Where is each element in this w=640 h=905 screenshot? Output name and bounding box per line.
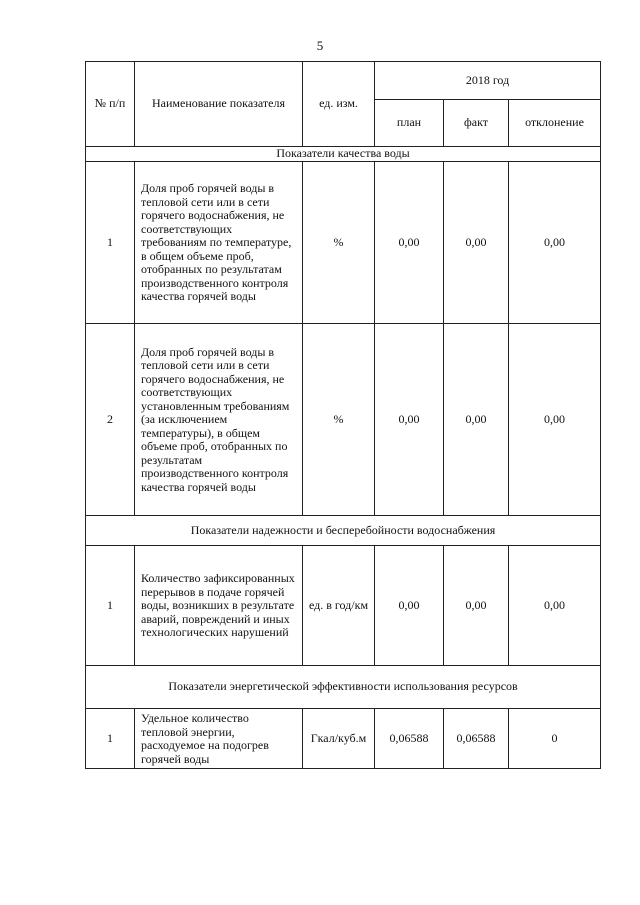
section-row [86,147,601,162]
row-plan: 0,06588 [375,709,444,769]
section-title: Показатели энергетической эффективности использования ресурсов [86,666,601,709]
header-unit: ед. изм. [303,62,375,147]
header-plan: план [375,100,444,147]
row-fact: 0,00 [444,162,509,324]
row-num: 1 [86,162,135,324]
section-row [86,516,601,546]
table-row [86,546,601,666]
row-plan: 0,00 [375,546,444,666]
row-fact: 0,06588 [444,709,509,769]
row-fact: 0,00 [444,546,509,666]
row-unit: % [303,162,375,324]
table-row [86,162,601,324]
row-unit: % [303,324,375,516]
row-num: 1 [86,709,135,769]
row-plan: 0,00 [375,162,444,324]
row-unit: ед. в год/км [303,546,375,666]
table-row [86,709,601,769]
row-deviation: 0,00 [509,546,601,666]
row-unit: Гкал/куб.м [303,709,375,769]
row-deviation: 0,00 [509,324,601,516]
section-row [86,666,601,709]
table-row [86,324,601,516]
header-deviation: отклонение [509,100,601,147]
header-name: Наименование показателя [135,62,303,147]
header-fact: факт [444,100,509,147]
row-fact: 0,00 [444,324,509,516]
row-name: Доля проб горячей воды в тепловой сети или в сети горячего водоснабжения, не соответствующих требованиям по температуре, в общем объеме проб, отобранных по результатам производственного контроля качества горячей воды [135,162,303,324]
row-plan: 0,00 [375,324,444,516]
row-name: Удельное количество тепловой энергии, расходуемое на подогрев горячей воды [135,709,303,769]
row-name: Количество зафиксированных перерывов в подаче горячей воды, возникших в результате аварий, повреждений и иных технологических нарушений [135,546,303,666]
row-num: 1 [86,546,135,666]
row-num: 2 [86,324,135,516]
header-year: 2018 год [375,62,601,100]
section-title: Показатели качества воды [86,147,601,162]
header-num: № п/п [86,62,135,147]
indicators-table [85,61,601,769]
page-number: 5 [316,38,324,53]
row-name: Доля проб горячей воды в тепловой сети или в сети горячего водоснабжения, не соответствующих установленным требованиям (за исключением температуры), в общем объеме проб, отобранных по результатам производственного контроля качества горячей воды [135,324,303,516]
row-deviation: 0 [509,709,601,769]
row-deviation: 0,00 [509,162,601,324]
section-title: Показатели надежности и бесперебойности водоснабжения [86,516,601,546]
